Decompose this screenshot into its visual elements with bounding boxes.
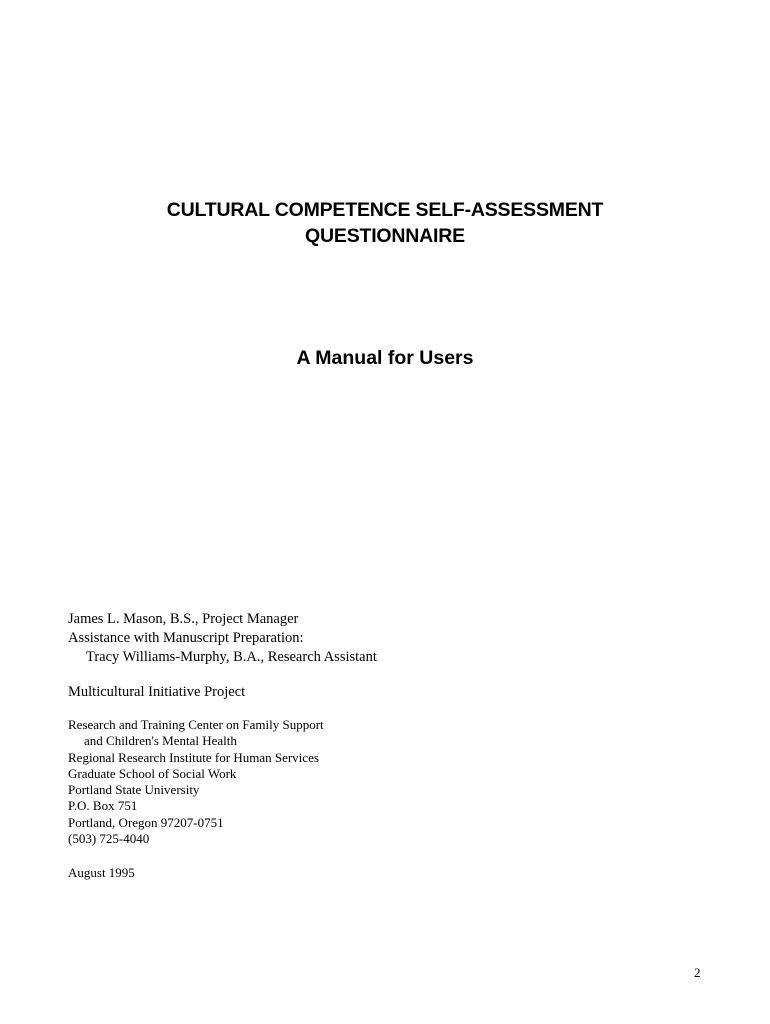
address-line-3: Regional Research Institute for Human Services: [68, 749, 319, 765]
address-line-5: Portland State University: [68, 782, 200, 798]
page-number: 2: [694, 965, 701, 980]
address-line-2: and Children's Mental Health: [84, 733, 237, 749]
author-line: James L. Mason, B.S., Project Manager: [68, 611, 299, 627]
document-title-line-1: CULTURAL COMPETENCE SELF-ASSESSMENT: [166, 199, 604, 221]
address-line-6: P.O. Box 751: [68, 798, 138, 814]
address-line-1: Research and Training Center on Family Support: [68, 717, 324, 732]
address-block: [68, 717, 324, 847]
address-line-8: (503) 725-4040: [68, 831, 150, 847]
publication-date: August 1995: [68, 865, 135, 880]
assistant-line: Tracy Williams-Murphy, B.A., Research Assistant: [86, 649, 377, 665]
document-subtitle: A Manual for Users: [296, 347, 474, 369]
assistance-heading: Assistance with Manuscript Preparation:: [68, 630, 304, 646]
address-line-7: Portland, Oregon 97207-0751: [68, 814, 224, 830]
document-title-line-2: QUESTIONNAIRE: [305, 225, 465, 247]
address-line-4: Graduate School of Social Work: [68, 765, 237, 781]
credits-block: [68, 610, 377, 667]
project-name: Multicultural Initiative Project: [68, 684, 246, 700]
